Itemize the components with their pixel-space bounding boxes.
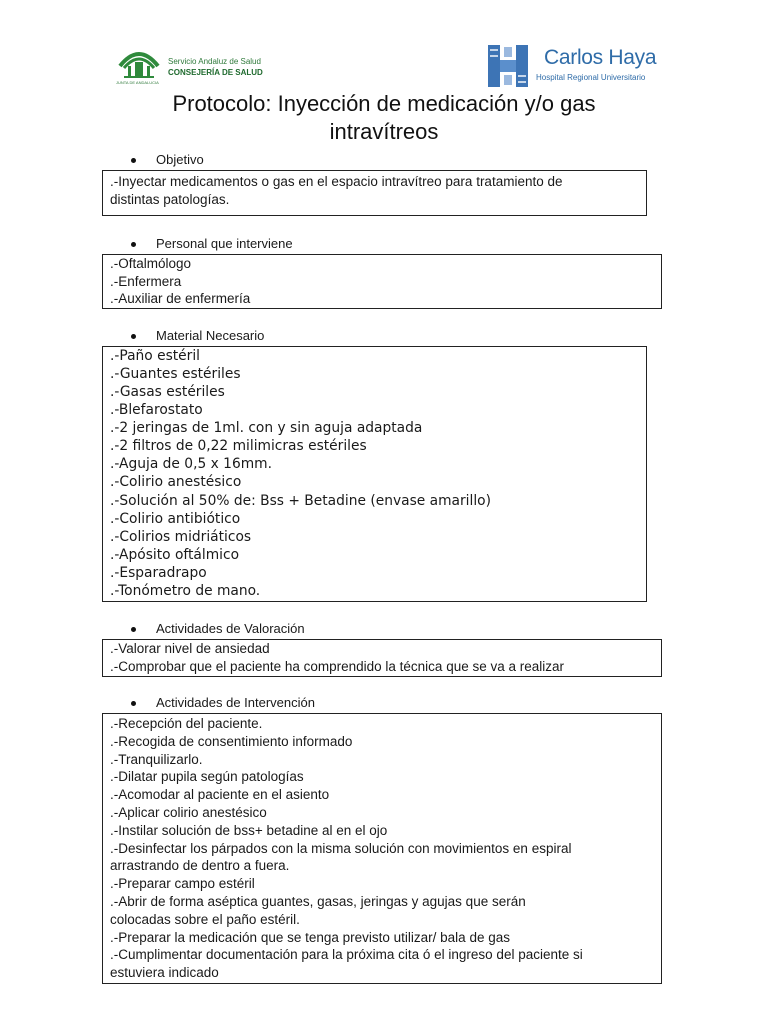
bullet-icon: [131, 701, 136, 706]
hospital-cross-emblem-icon: [488, 45, 528, 87]
section-line: .-Colirio antibiótico: [110, 510, 241, 527]
consejeria-name: CONSEJERÍA DE SALUD: [168, 68, 263, 77]
section-line: colocadas sobre el paño estéril.: [110, 911, 300, 927]
section-line: .-Colirios midriáticos: [110, 528, 252, 545]
section-line: .-Paño estéril: [110, 348, 201, 364]
section-line: .-Apósito oftálmico: [110, 546, 240, 563]
section-line: .-Acomodar al paciente en el asiento: [110, 787, 330, 803]
section-line: .-Cumplimentar documentación para la próxima cita ó el ingreso del paciente si: [110, 947, 583, 963]
section-line: distintas patologías.: [110, 191, 230, 207]
section-line: .-Abrir de forma aséptica guantes, gasas, jeringas y agujas que serán: [110, 893, 526, 909]
section-line: .-Colirio anestésico: [110, 474, 242, 491]
section-box-objetivo: [102, 170, 647, 216]
section-line: .-Preparar campo estéril: [110, 876, 255, 892]
section-line: .-Blefarostato: [110, 402, 203, 419]
bullet-icon: [131, 158, 136, 163]
bullet-icon: [131, 627, 136, 632]
hospital-logo: [488, 44, 658, 88]
junta-name: JUNTA DE ANDALUCIA: [116, 80, 159, 85]
section-line: .-Recepción del paciente.: [110, 716, 263, 731]
section-line: .-Instilar solución de bss+ betadine al en el ojo: [110, 822, 388, 838]
section-line: .-Comprobar que el paciente ha comprendido la técnica que se va a realizar: [110, 658, 565, 674]
section-box-material: [102, 346, 647, 602]
title-line-2: intravítreos: [329, 119, 439, 144]
hospital-subtitle: Hospital Regional Universitario: [536, 73, 646, 82]
section-line: .-Preparar la medicación que se tenga previsto utilizar/ bala de gas: [110, 929, 510, 945]
sas-name: Servicio Andaluz de Salud: [168, 57, 261, 66]
document-page: Servicio Andaluz de Salud CONSEJERÍA DE SALUD JUNTA DE ANDALUCIA Carlos Haya Hospital Regional Universitario Protocolo: Inyección de medicación y/o gas intravítreos Objetivo .-Inyectar medicamentos o gas en el espacio intravítreo para tratamiento de distintas patologías. Personal que interviene .-Oftalmólogo .-Enfermera .-Auxiliar de enfermería Material Necesario .-Paño estéril .-Guantes estériles .-Gasas estériles .-Blefarostato .-2 jeringas de 1ml. con y sin aguja adaptada .-2 filtros de 0,22 milimicras estériles .-Aguja de 0,5 x 16mm. .-Colirio anestésico .-Solución al 50% de: Bss + Betadine (envase amarillo) .-Colirio antibiótico .-Colirios midriáticos .-Apósito oftálmico .-Esparadrapo .-Tonómetro de mano. Actividades de Valoración .-Valorar nivel de ansiedad .-Comprobar que el paciente ha comprendido la técnica que se va a realizar Actividades de Intervención .-Recepción del paciente. .-Recogida de consentimiento informado .-Tranquilizarlo. .-Dilatar pupila según patologías .-Acomodar al paciente en el asiento .-Aplicar colirio anestésico .-Instilar solución de bss+ betadine al en el ojo .-Desinfectar los párpados con la misma solución con movimientos en espiral arrastrando de dentro a fuera. .-Preparar campo estéril .-Abrir de forma aséptica guantes, gasas, jeringas y agujas que serán colocadas sobre el paño estéril. .-Preparar la medicación que se tenga previsto utilizar/ bala de gas .-Cumplimentar documentación para la próxima cita ó el ingreso del paciente si estuviera indicado: [0, 0, 768, 1024]
section-line: .-Guantes estériles: [110, 366, 241, 383]
bullet-icon: [131, 242, 136, 247]
section-box-valoracion: [102, 639, 662, 677]
section-line: .-Esparadrapo: [110, 564, 207, 581]
section-line: .-Dilatar pupila según patologías: [110, 769, 304, 785]
section-line: .-Tranquilizarlo.: [110, 751, 203, 767]
section-line: .-2 jeringas de 1ml. con y sin aguja adaptada: [110, 420, 423, 437]
section-box-personal: [102, 254, 662, 309]
section-line: .-Valorar nivel de ansiedad: [110, 641, 270, 656]
section-line: .-Tonómetro de mano.: [110, 582, 261, 599]
section-line: .-Gasas estériles: [110, 384, 225, 401]
sas-logo: [114, 46, 284, 88]
section-line: .-2 filtros de 0,22 milimicras estériles: [110, 438, 367, 455]
section-line: arrastrando de dentro a fuera.: [110, 858, 290, 874]
section-line: .-Oftalmólogo: [110, 256, 192, 271]
section-line: .-Solución al 50% de: Bss + Betadine (envase amarillo): [110, 492, 491, 509]
section-line: .-Aplicar colirio anestésico: [110, 804, 267, 820]
bullet-icon: [131, 334, 136, 339]
section-line: .-Desinfectar los párpados con la misma solución con movimientos en espiral: [110, 840, 572, 856]
section-box-intervencion: [102, 713, 662, 984]
section-line: .-Enfermera: [110, 273, 182, 289]
section-line: .-Aguja de 0,5 x 16mm.: [110, 456, 273, 473]
document-title: [100, 90, 668, 146]
section-line: .-Inyectar medicamentos o gas en el espacio intravítreo para tratamiento de: [110, 174, 563, 189]
title-line-1: Protocolo: Inyección de medicación y/o gas: [172, 91, 596, 116]
hospital-name: Carlos Haya: [544, 46, 657, 69]
section-line: .-Recogida de consentimiento informado: [110, 733, 353, 749]
section-line: .-Auxiliar de enfermería: [110, 291, 251, 306]
section-line: estuviera indicado: [110, 965, 219, 981]
